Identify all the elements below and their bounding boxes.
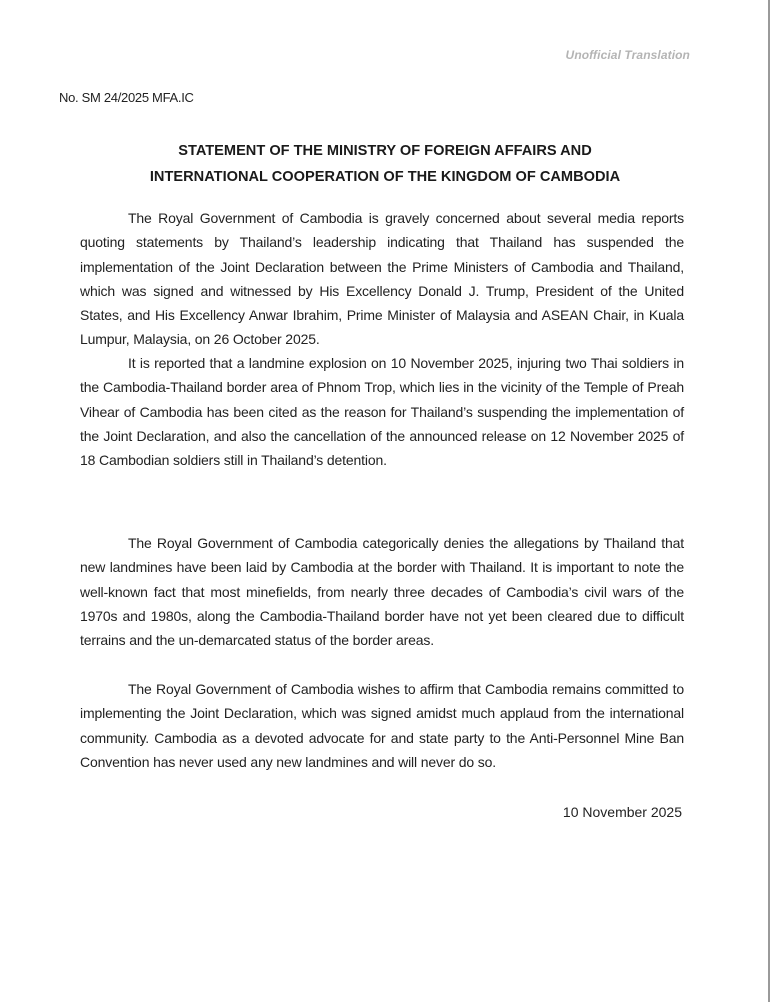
paragraph-text: The Royal Government of Cambodia categorically denies the allegations by Thailand that new landmines have been laid by Cambodia at the border with Thailand. It is important to note the well-known fact that most minefields, from nearly three decades of Cambodia’s civil wars of the 1970s and 1980s, along the Cambodia-Thailand border have not yet been cleared due to difficult terrains and the un-demarcated status of the border areas. <box>80 535 684 649</box>
unofficial-translation-label: Unofficial Translation <box>565 48 690 62</box>
paragraph-text: It is reported that a landmine explosion on 10 November 2025, injuring two Thai soldiers in the Cambodia-Thailand border area of Phnom Trop, which lies in the vicinity of the Temple of Preah Vihear of Cambodia has been cited as the reason for Thailand’s suspending the implementation of the Joint Declaration, and also the cancellation of the announced release on 12 November 2025 of 18 Cambodian soldiers still in Thailand’s detention. <box>80 355 684 469</box>
reference-number: No. SM 24/2025 MFA.IC <box>59 90 194 105</box>
title-line-2: INTERNATIONAL COOPERATION OF THE KINGDOM OF CAMBODIA <box>149 169 621 185</box>
body-paragraph-2 <box>80 351 684 472</box>
paragraph-text: The Royal Government of Cambodia wishes to affirm that Cambodia remains committed to implementing the Joint Declaration, which was signed amidst much applaud from the international community. Cambodia as a devoted advocate for and state party to the Anti-Personnel Mine Ban Convention has never used any new landmines and will never do so. <box>80 681 684 770</box>
statement-date: 10 November 2025 <box>562 804 682 820</box>
body-paragraph-1 <box>80 206 684 352</box>
title-line-1: STATEMENT OF THE MINISTRY OF FOREIGN AFFAIRS AND <box>178 143 592 159</box>
paragraph-text: The Royal Government of Cambodia is gravely concerned about several media reports quoting statements by Thailand’s leadership indicating that Thailand has suspended the implementation of the Joint Declaration between the Prime Ministers of Cambodia and Thailand, which was signed and witnessed by His Excellency Donald J. Trump, President of the United States, and His Excellency Anwar Ibrahim, Prime Minister of Malaysia and ASEAN Chair, in Kuala Lumpur, Malaysia, on 26 October 2025. <box>80 210 684 348</box>
body-paragraph-3 <box>80 531 684 652</box>
document-title <box>0 138 770 190</box>
body-paragraph-4 <box>80 677 684 774</box>
